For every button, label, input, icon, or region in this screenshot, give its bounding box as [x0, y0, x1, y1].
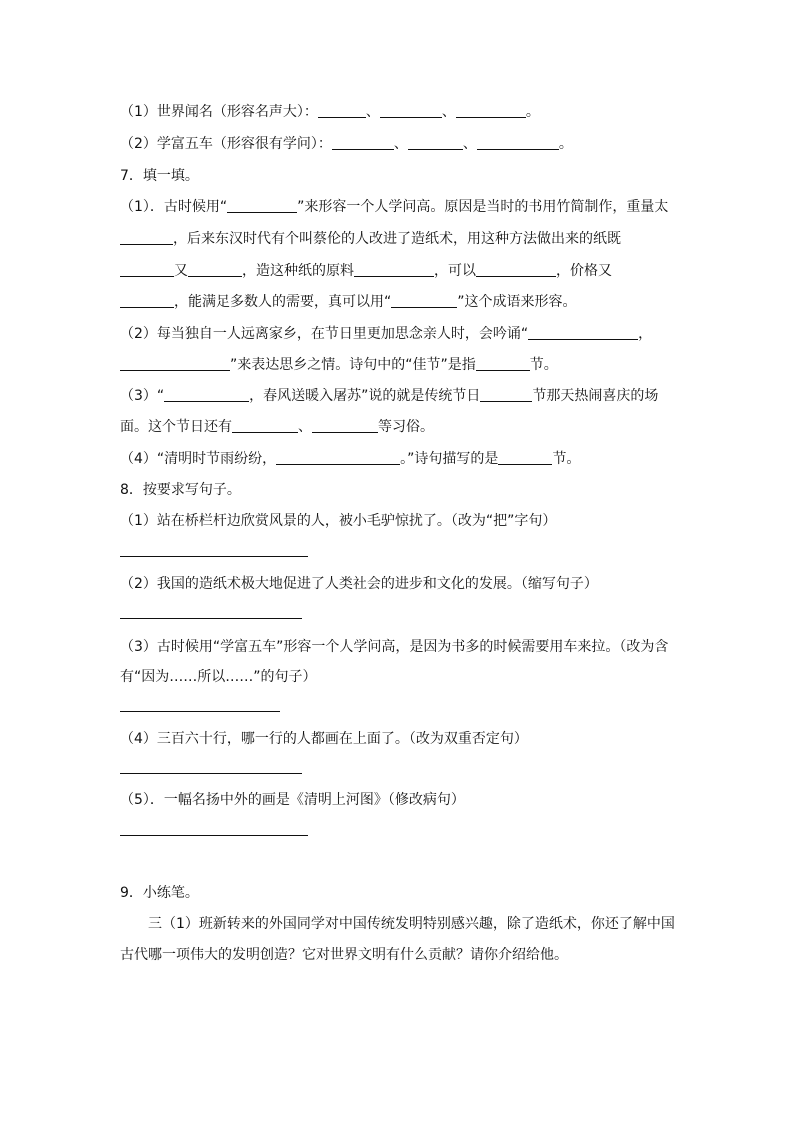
blank[interactable]	[528, 325, 638, 340]
q8-title: 8．按要求写句子。	[120, 482, 241, 498]
blank[interactable]	[476, 262, 556, 277]
q7-p4: （4）“清明时节雨纷纷， 。”诗句描写的是 节。	[120, 451, 581, 467]
q7-p2-line1: （2）每当独自一人远离家乡，在节日里更加思念亲人时，会吟诵“ ，	[120, 326, 653, 342]
answer-line-5[interactable]	[120, 835, 308, 836]
blank[interactable]	[312, 418, 378, 433]
blank[interactable]	[498, 450, 552, 465]
blank[interactable]	[354, 262, 434, 277]
q7-p2-line2: ”来表达思乡之情。诗句中的“佳节”是指 节。	[120, 355, 558, 375]
q6-item-1: （1）世界闻名（形容名声大）： 、 、 。	[120, 104, 540, 120]
q8-s3-line2: 有“因为……所以……”的句子）	[120, 669, 317, 685]
answer-line-1[interactable]	[120, 556, 308, 557]
q7-p1-line4: ，能满足多数人的需要，真可以用“ ”这个成语来形容。	[120, 292, 577, 312]
q7-p1-line3: 又 ，造这种纸的原料 ，可以 ，价格又	[120, 261, 612, 281]
blank[interactable]	[120, 230, 173, 245]
blank[interactable]	[391, 293, 457, 308]
blank[interactable]	[477, 135, 559, 150]
q8-s4: （4）三百六十行，哪一行的人都画在上面了。（改为双重否定句）	[120, 731, 528, 747]
blank[interactable]	[276, 450, 400, 465]
blank[interactable]	[164, 387, 249, 402]
q7-title: 7．填一填。	[120, 168, 199, 184]
blank[interactable]	[318, 103, 366, 118]
blank[interactable]	[380, 103, 442, 118]
answer-line-4[interactable]	[120, 773, 302, 774]
q6-item-2: （2）学富五车（形容很有学问）： 、 、 。	[120, 136, 573, 152]
q9-line2: 古代哪一项伟大的发明创造？它对世界文明有什么贡献？请你介绍给他。	[120, 947, 568, 963]
q8-s3-line1: （3）古时候用“学富五车”形容一个人学问高，是因为书多的时候需要用车来拉。（改为含	[120, 639, 669, 655]
answer-line-3[interactable]	[120, 711, 280, 712]
blank[interactable]	[120, 356, 230, 371]
q8-s1: （1）站在桥栏杆边欣赏风景的人，被小毛驴惊扰了。（改为“把”字句）	[120, 513, 557, 529]
blank[interactable]	[227, 198, 297, 213]
blank[interactable]	[480, 387, 532, 402]
blank[interactable]	[476, 356, 530, 371]
q8-s5: （5）．一幅名扬中外的画是《清明上河图》（修改病句）	[120, 792, 465, 808]
q9-title: 9．小练笔。	[120, 885, 199, 901]
blank[interactable]	[188, 262, 242, 277]
q7-p1-line1: （1）．古时候用“ ”来形容一个人学问高。原因是当时的书用竹简制作，重量太	[120, 199, 669, 215]
blank[interactable]	[456, 103, 526, 118]
q8-s2: （2）我国的造纸术极大地促进了人类社会的进步和文化的发展。（缩写句子）	[120, 576, 598, 592]
q7-p1-line2: ，后来东汉时代有个叫蔡伦的人改进了造纸术，用这种方法做出来的纸既	[120, 229, 621, 249]
blank[interactable]	[120, 262, 174, 277]
blank[interactable]	[120, 293, 174, 308]
q7-p3-line1: （3）“ ，春风送暖入屠苏”说的就是传统节日 节那天热闹喜庆的场	[120, 388, 659, 404]
blank[interactable]	[332, 135, 394, 150]
blank[interactable]	[232, 418, 298, 433]
blank[interactable]	[408, 135, 463, 150]
answer-line-2[interactable]	[120, 618, 302, 619]
q7-p3-line2: 面。这个节日还有 、 等习俗。	[120, 419, 434, 435]
q9-line1: 三（1）班新转来的外国同学对中国传统发明特别感兴趣，除了造纸术，你还了解中国	[148, 916, 675, 932]
